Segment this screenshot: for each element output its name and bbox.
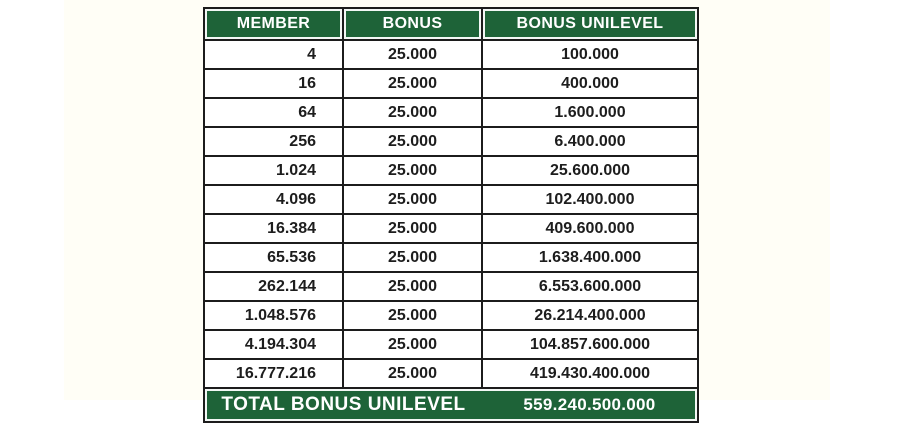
bonus-unilevel-cell: 1.638.400.000	[482, 243, 698, 272]
unilevel-bonus-table	[203, 7, 699, 423]
bonus-unilevel-cell: 400.000	[482, 69, 698, 98]
bonus-cell: 25.000	[343, 127, 482, 156]
table-row	[204, 359, 698, 388]
table-row	[204, 69, 698, 98]
total-bar	[204, 388, 698, 422]
member-cell: 16.384	[204, 214, 343, 243]
table-row	[204, 185, 698, 214]
bonus-cell: 25.000	[343, 69, 482, 98]
member-cell: 4.096	[204, 185, 343, 214]
bonus-unilevel-cell: 6.400.000	[482, 127, 698, 156]
bonus-cell: 25.000	[343, 98, 482, 127]
member-cell: 4.194.304	[204, 330, 343, 359]
column-header-bonus: BONUS	[343, 8, 482, 40]
total-value: 559.240.500.000	[523, 395, 656, 414]
table-row	[204, 272, 698, 301]
bonus-unilevel-cell: 6.553.600.000	[482, 272, 698, 301]
column-header-bonus-unilevel: BONUS UNILEVEL	[482, 8, 698, 40]
bonus-unilevel-cell: 25.600.000	[482, 156, 698, 185]
bonus-cell: 25.000	[343, 214, 482, 243]
bonus-unilevel-cell: 104.857.600.000	[482, 330, 698, 359]
bonus-cell: 25.000	[343, 185, 482, 214]
table-footer	[204, 388, 698, 422]
table-row	[204, 214, 698, 243]
total-bar-content	[205, 394, 697, 416]
table-row	[204, 40, 698, 69]
member-cell: 256	[204, 127, 343, 156]
table-row	[204, 301, 698, 330]
member-cell: 1.048.576	[204, 301, 343, 330]
bonus-unilevel-cell: 1.600.000	[482, 98, 698, 127]
bonus-unilevel-cell: 409.600.000	[482, 214, 698, 243]
bonus-cell: 25.000	[343, 272, 482, 301]
member-cell: 16.777.216	[204, 359, 343, 388]
bonus-cell: 25.000	[343, 243, 482, 272]
bonus-unilevel-cell: 26.214.400.000	[482, 301, 698, 330]
member-cell: 16	[204, 69, 343, 98]
header-row	[204, 8, 698, 40]
table-row	[204, 98, 698, 127]
member-cell: 65.536	[204, 243, 343, 272]
member-cell: 64	[204, 98, 343, 127]
bonus-unilevel-cell: 102.400.000	[482, 185, 698, 214]
member-cell: 1.024	[204, 156, 343, 185]
table-row	[204, 127, 698, 156]
bonus-cell: 25.000	[343, 359, 482, 388]
bonus-cell: 25.000	[343, 330, 482, 359]
member-cell: 262.144	[204, 272, 343, 301]
bonus-cell: 25.000	[343, 156, 482, 185]
table-row	[204, 156, 698, 185]
bonus-unilevel-cell: 419.430.400.000	[482, 359, 698, 388]
table-row	[204, 330, 698, 359]
total-label: TOTAL BONUS UNILEVEL	[221, 394, 466, 415]
bonus-cell: 25.000	[343, 301, 482, 330]
table-body	[204, 40, 698, 388]
column-header-member: MEMBER	[204, 8, 343, 40]
bonus-unilevel-cell: 100.000	[482, 40, 698, 69]
bonus-cell: 25.000	[343, 40, 482, 69]
table-row	[204, 243, 698, 272]
table-header	[204, 8, 698, 40]
total-row	[204, 388, 698, 422]
member-cell: 4	[204, 40, 343, 69]
